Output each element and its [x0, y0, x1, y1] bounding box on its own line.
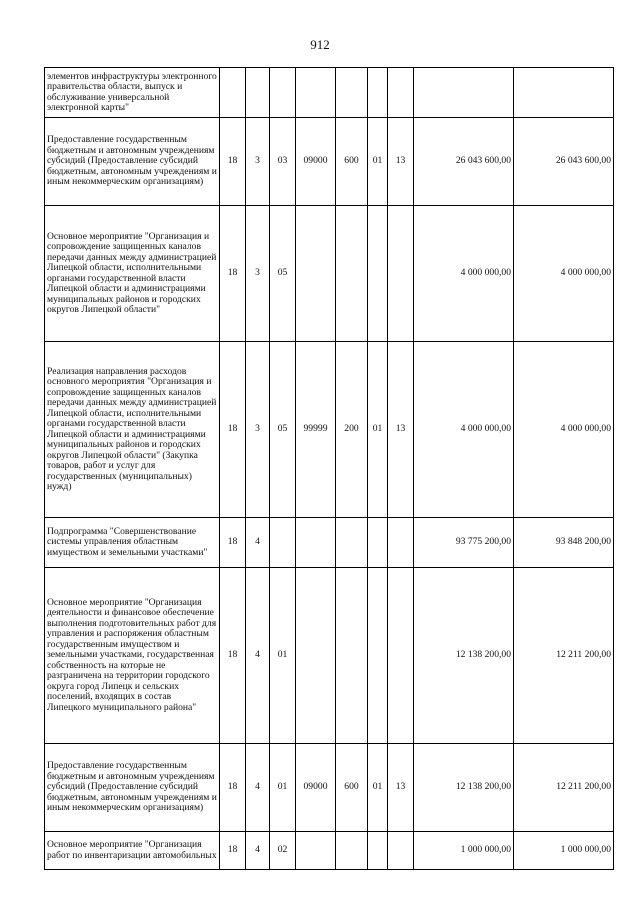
- row-name: Основное мероприятие "Организация деятельности и финансовое обеспечение выполнения подготовительных работ для управления и распоряжения областным государственным имуществом и земельными участками, государственная собственность на которые не разграничена на территории городского округа город Липецк и сельских поселений, входящих в состав Липецкого муниципального района": [45, 568, 220, 744]
- expense-type-code: [336, 832, 368, 870]
- admin-code: [220, 68, 246, 118]
- subprogram-code: 4: [246, 518, 270, 568]
- expense-type-code: [336, 568, 368, 744]
- table-row: [45, 518, 614, 568]
- amount-year-2: 93 848 200,00: [514, 518, 614, 568]
- admin-code: 18: [220, 118, 246, 206]
- direction-code: [296, 832, 336, 870]
- amount-year-1: 12 138 200,00: [414, 568, 514, 744]
- subsection-code: [388, 68, 414, 118]
- amount-year-2: 12 211 200,00: [514, 744, 614, 832]
- section-code: [368, 68, 388, 118]
- amount-year-2: 4 000 000,00: [514, 342, 614, 518]
- activity-code: 02: [270, 832, 296, 870]
- table-row: [45, 744, 614, 832]
- section-code: [368, 206, 388, 342]
- row-name: элементов инфраструктуры электронного правительства области, выпуск и обслуживание универсальной электронной карты": [45, 68, 220, 118]
- direction-code: [296, 568, 336, 744]
- activity-code: [270, 518, 296, 568]
- section-code: 01: [368, 118, 388, 206]
- row-name: Основное мероприятие "Организация работ по инвентаризации автомобильных: [45, 832, 220, 870]
- subprogram-code: 4: [246, 832, 270, 870]
- section-code: [368, 832, 388, 870]
- table-row: [45, 568, 614, 744]
- subsection-code: [388, 206, 414, 342]
- amount-year-1: 26 043 600,00: [414, 118, 514, 206]
- table-row: [45, 118, 614, 206]
- row-name: Предоставление государственным бюджетным и автономным учреждениям субсидий (Предоставление субсидий бюджетным, автономным учреждениям и иным некоммерческим организациям): [45, 118, 220, 206]
- subprogram-code: 3: [246, 342, 270, 518]
- amount-year-1: 4 000 000,00: [414, 342, 514, 518]
- amount-year-2: 4 000 000,00: [514, 206, 614, 342]
- subsection-code: [388, 568, 414, 744]
- direction-code: [296, 518, 336, 568]
- admin-code: 18: [220, 744, 246, 832]
- direction-code: 99999: [296, 342, 336, 518]
- subprogram-code: 4: [246, 744, 270, 832]
- direction-code: [296, 68, 336, 118]
- table-row: [45, 206, 614, 342]
- subprogram-code: [246, 68, 270, 118]
- subsection-code: 13: [388, 342, 414, 518]
- section-code: 01: [368, 342, 388, 518]
- expense-type-code: [336, 68, 368, 118]
- subprogram-code: 4: [246, 568, 270, 744]
- section-code: [368, 518, 388, 568]
- expense-type-code: 200: [336, 342, 368, 518]
- admin-code: 18: [220, 518, 246, 568]
- admin-code: 18: [220, 832, 246, 870]
- activity-code: 05: [270, 342, 296, 518]
- direction-code: [296, 206, 336, 342]
- subsection-code: [388, 518, 414, 568]
- direction-code: 09000: [296, 744, 336, 832]
- activity-code: [270, 68, 296, 118]
- amount-year-2: 1 000 000,00: [514, 832, 614, 870]
- subsection-code: [388, 832, 414, 870]
- amount-year-1: 93 775 200,00: [414, 518, 514, 568]
- admin-code: 18: [220, 568, 246, 744]
- activity-code: 03: [270, 118, 296, 206]
- activity-code: 01: [270, 744, 296, 832]
- amount-year-1: [414, 68, 514, 118]
- row-name: Подпрограмма "Совершенствование системы управления областным имуществом и земельными участками": [45, 518, 220, 568]
- activity-code: 05: [270, 206, 296, 342]
- subprogram-code: 3: [246, 118, 270, 206]
- expense-type-code: [336, 518, 368, 568]
- expense-type-code: 600: [336, 744, 368, 832]
- subsection-code: 13: [388, 744, 414, 832]
- activity-code: 01: [270, 568, 296, 744]
- table-row: [45, 68, 614, 118]
- row-name: Основное мероприятие "Организация и сопровождение защищенных каналов передачи данных между администрацией Липецкой области, исполнительными органами государственной власти Липецкой области и администрациями муниципальных районов и городских округов Липецкой области": [45, 206, 220, 342]
- subsection-code: 13: [388, 118, 414, 206]
- admin-code: 18: [220, 342, 246, 518]
- table-row: [45, 832, 614, 870]
- table-row: [45, 342, 614, 518]
- expense-type-code: [336, 206, 368, 342]
- section-code: 01: [368, 744, 388, 832]
- amount-year-1: 12 138 200,00: [414, 744, 514, 832]
- direction-code: 09000: [296, 118, 336, 206]
- budget-table: [44, 67, 614, 870]
- row-name: Реализация направления расходов основного мероприятия "Организация и сопровождение защищенных каналов передачи данных между администрацией Липецкой области, исполнительными органами государственной власти Липецкой области и администрациями муниципальных районов и городских округов Липецкой области" (Закупка товаров, работ и услуг для государственных (муниципальных) нужд): [45, 342, 220, 518]
- amount-year-2: 26 043 600,00: [514, 118, 614, 206]
- row-name: Предоставление государственным бюджетным и автономным учреждениям субсидий (Предоставление субсидий бюджетным, автономным учреждениям и иным некоммерческим организациям): [45, 744, 220, 832]
- section-code: [368, 568, 388, 744]
- amount-year-1: 4 000 000,00: [414, 206, 514, 342]
- amount-year-1: 1 000 000,00: [414, 832, 514, 870]
- page-number: 912: [310, 37, 330, 52]
- subprogram-code: 3: [246, 206, 270, 342]
- amount-year-2: 12 211 200,00: [514, 568, 614, 744]
- expense-type-code: 600: [336, 118, 368, 206]
- amount-year-2: [514, 68, 614, 118]
- admin-code: 18: [220, 206, 246, 342]
